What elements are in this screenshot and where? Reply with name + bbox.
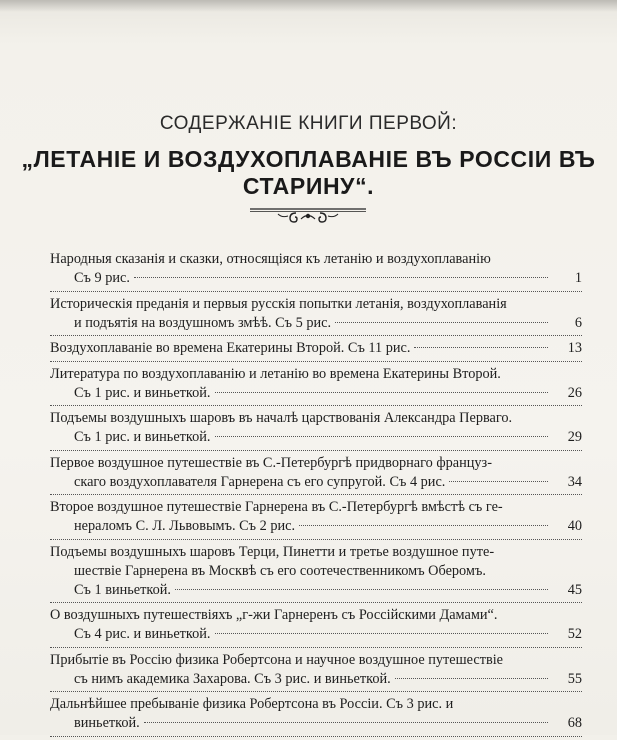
- page-number: 68: [567, 715, 582, 731]
- toc-entry-line: Дальнѣйшее пребываніе физика Робертсона въ Россіи. Съ 3 рис. и: [50, 696, 454, 712]
- entry-separator: [50, 450, 582, 451]
- dot-leader: [134, 277, 548, 278]
- dot-leader: [395, 678, 548, 679]
- toc-entry-line: Историческія преданія и первыя русскія попытки летанія, воздухоплаванія: [50, 295, 507, 312]
- toc-entry-line: Первое воздушное путешествіе въ С.-Петербургѣ придворнаго француз-: [50, 454, 492, 471]
- toc-entry-line: скаго воздухоплавателя Гарнерена съ его супругой. Съ 4 рис.: [74, 473, 446, 490]
- toc-entry-line: нераломъ С. Л. Львовымъ. Съ 2 рис.: [74, 518, 296, 534]
- page-edge-shadow: [0, 0, 617, 12]
- toc-entry-line: шествіе Гарнерена въ Москвѣ съ его соотечественникомъ Оберомъ.: [74, 562, 486, 579]
- dot-leader: [299, 525, 548, 526]
- toc-entry-line: съ нимъ академика Захарова. Съ 3 рис. и виньеткой.: [74, 670, 391, 687]
- toc-entry: [50, 409, 582, 447]
- contents-heading: СОДЕРЖАНІЕ КНИГИ ПЕРВОЙ:: [159, 113, 458, 134]
- toc-entry: [50, 543, 582, 600]
- book-title: „ЛЕТАНІЕ И ВОЗДУХОПЛАВАНІЕ ВЪ РОССІИ ВЪ СТАРИНУ“.: [21, 146, 596, 199]
- toc-entry-line: и подъятія на воздушномъ змѣѣ. Съ 5 рис.: [74, 314, 332, 331]
- dot-leader: [335, 322, 548, 323]
- toc-entry-line: Народныя сказанія и сказки, относящіяся къ летанію и воздухоплаванію: [50, 251, 491, 267]
- toc-entry-line: Съ 1 рис. и виньеткой.: [74, 429, 211, 445]
- dot-leader: [414, 347, 548, 348]
- page-number: 45: [567, 581, 582, 598]
- toc-entry-last-line: [50, 581, 552, 600]
- entry-separator: [50, 647, 582, 648]
- toc-entry-line: Съ 9 рис.: [74, 270, 130, 286]
- toc-entry: [50, 295, 582, 333]
- toc-entry: [50, 651, 582, 689]
- page-number: 29: [567, 429, 582, 445]
- entry-separator: [50, 602, 582, 603]
- toc-entry-line: Съ 1 виньеткой.: [74, 581, 171, 598]
- entry-separator: [50, 335, 582, 336]
- toc-entry-line: Подъемы воздушныхъ шаровъ въ началѣ царствованія Александра Перваго.: [50, 410, 513, 426]
- toc-entry-last-line: [50, 517, 552, 536]
- table-of-contents: [50, 250, 582, 740]
- page-number: 40: [567, 518, 582, 534]
- dot-leader: [215, 392, 548, 393]
- toc-entry-line: Литература по воздухоплаванію и летанію во времена Екатерины Второй.: [50, 365, 501, 382]
- page-number: 1: [574, 270, 582, 286]
- toc-entry: [50, 250, 582, 288]
- toc-entry: [50, 695, 582, 733]
- toc-entry: [50, 454, 582, 492]
- dot-leader: [175, 589, 548, 590]
- toc-entry: [50, 339, 582, 358]
- entry-separator: [50, 405, 582, 406]
- toc-entry-line: Второе воздушное путешествіе Гарнерена въ С.-Петербургѣ вмѣстѣ съ ге-: [50, 499, 503, 515]
- ornament-icon: [248, 203, 368, 223]
- toc-entry-last-line: [50, 384, 552, 403]
- page-number: 34: [567, 473, 582, 490]
- toc-entry-last-line: [50, 428, 552, 447]
- dot-leader: [215, 633, 548, 634]
- toc-entry-last-line: [50, 473, 552, 492]
- toc-entry-line: О воздушныхъ путешествіяхъ „г-жи Гарнеренъ съ Россійскими Дамами“.: [50, 607, 498, 623]
- entry-separator: [50, 691, 582, 692]
- entry-separator: [50, 736, 582, 737]
- toc-entry-last-line: [50, 625, 552, 644]
- toc-entry-last-line: [50, 714, 552, 733]
- page-number: 6: [574, 314, 582, 331]
- page-number: 26: [567, 384, 582, 401]
- toc-entry-line: Прибытіе въ Россію физика Робертсона и научное воздушное путешествіе: [50, 651, 504, 668]
- toc-entry-line: виньеткой.: [74, 715, 140, 731]
- toc-entry-line: Съ 4 рис. и виньеткой.: [74, 626, 211, 642]
- page-number: 55: [567, 670, 582, 687]
- dot-leader: [144, 722, 548, 723]
- toc-entry-last-line: [50, 314, 552, 333]
- entry-separator: [50, 494, 582, 495]
- toc-entry: [50, 606, 582, 644]
- toc-entry-line: Воздухоплаваніе во времена Екатерины Второй. Съ 11 рис.: [50, 340, 411, 356]
- dot-leader: [449, 481, 548, 482]
- toc-entry: [50, 498, 582, 536]
- page-number: 52: [567, 626, 582, 642]
- entry-separator: [50, 539, 582, 540]
- toc-entry-last-line: [50, 339, 552, 358]
- toc-entry-last-line: [50, 670, 552, 689]
- dot-leader: [215, 436, 548, 437]
- toc-entry-last-line: [50, 269, 552, 288]
- entry-separator: [50, 361, 582, 362]
- page-number: 13: [567, 340, 582, 356]
- toc-entry-line: Подъемы воздушныхъ шаровъ Терци, Пинетти и третье воздушное путе-: [50, 543, 495, 560]
- entry-separator: [50, 291, 582, 292]
- toc-entry-line: Съ 1 рис. и виньеткой.: [74, 384, 211, 401]
- toc-entry: [50, 365, 582, 403]
